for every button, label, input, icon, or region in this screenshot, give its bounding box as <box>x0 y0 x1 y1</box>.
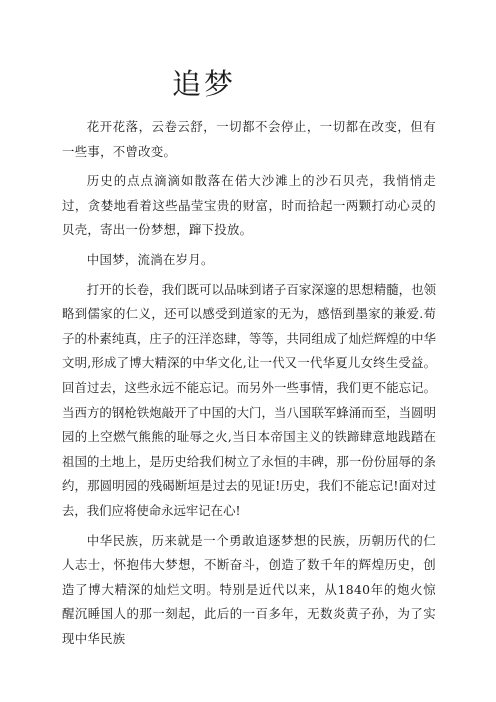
paragraph-2: 历史的点点滴滴如散落在偌大沙滩上的沙石贝壳，我悄悄走过，贪婪地看着这些晶莹宝贵的财富，时而拾起一两颗打动心灵的贝壳，寄出一份梦想，蹿下投放。 <box>62 173 436 238</box>
paragraph-1: 花开花落，云卷云舒，一切都不会停止，一切都在改变，但有一些事，不曾改变。 <box>62 119 436 159</box>
paragraph-3: 中国梦，流淌在岁月。 <box>86 251 214 267</box>
paragraph-5: 中华民族，历来就是一个勇敢追逐梦想的民族，历朝历代的仁人志士，怀抱伟大梦想，不断奋斗，创造了数千年的辉煌历史，创造了博大精深的灿烂文明。特别是近代以来，从1840年的炮火惊醒沉睡国人的那一刻起，此后的一百多年，无数炎黄子孙，为了实现中华民族 <box>62 532 436 646</box>
document-body <box>62 115 436 651</box>
document-title: 追梦 <box>172 67 237 101</box>
paragraph-4: 打开的长卷，我们既可以品味到诸子百家深邃的思想精髓，也领略到儒家的仁义，还可以感受到道家的无为，感悟到墨家的兼爱.荀子的朴素纯真，庄子的汪洋恣肆，等等，共同组成了灿烂辉煌的中华文明,形成了博大精深的中华文化,让一代又一代华夏儿女终生受益。回首过去，这些永远不能忘记。而另外一些事情，我们更不能忘记。当西方的钢枪铁炮敲开了中国的大门，当八国联军蜂涌而至，当圆明园的上空燃气熊熊的耻辱之火,当日本帝国主义的铁蹄肆意地践踏在祖国的土地上，是历史给我们树立了永恒的丰碑，那一份份屈辱的条约，那圆明园的残碣断垣是过去的见证!历史，我们不能忘记!面对过去，我们应将使命永远牢记在心! <box>62 281 436 518</box>
